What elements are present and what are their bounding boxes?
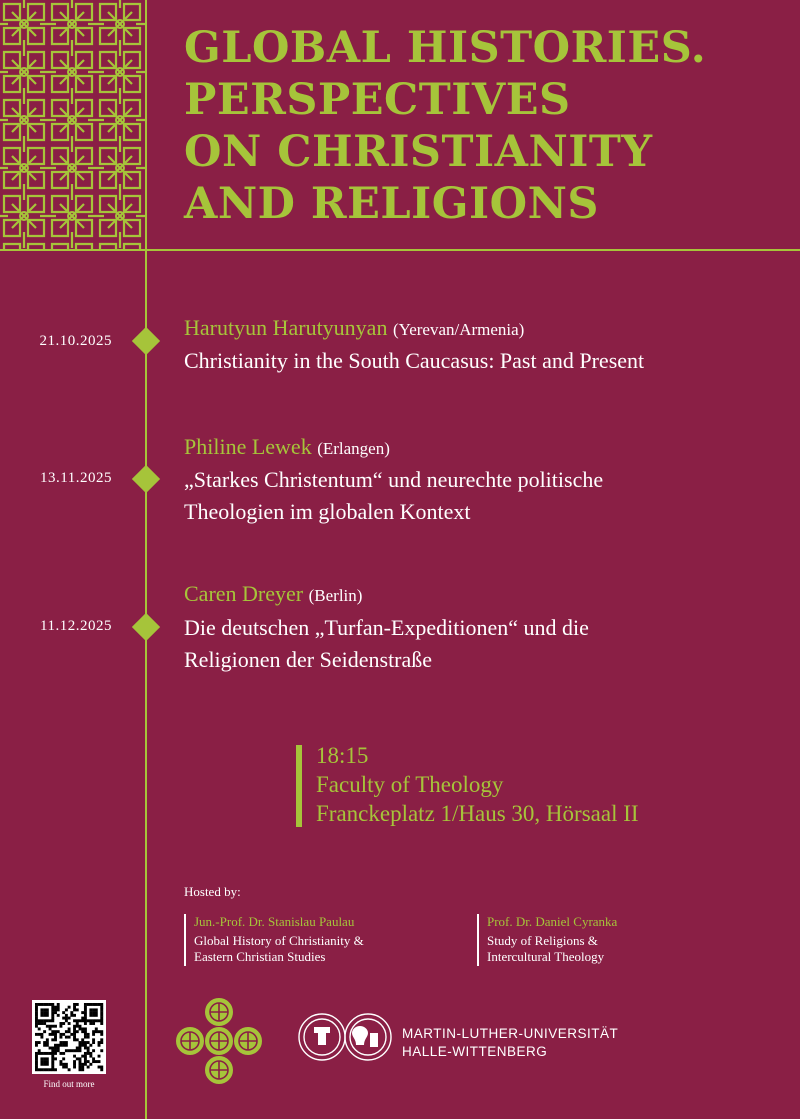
knot-pattern-icon [0,0,145,250]
title-line: GLOBAL HISTORIES. [184,23,707,73]
title-line: ON CHRISTIANITY [184,127,653,177]
speaker-name: Philine Lewek [184,434,312,459]
event-talk-title [184,345,784,377]
venue-faculty: Faculty of Theology [316,772,504,797]
speaker-place: (Erlangen) [317,439,390,458]
venue-info [316,741,639,828]
host-department [487,933,617,965]
qr-label: Find out more [43,1079,95,1089]
event-speaker [184,314,524,344]
header-divider-line [0,249,800,251]
title-line: PERSPECTIVES [184,75,571,125]
speaker-place: (Berlin) [308,586,363,605]
talk-line: Die deutschen „Turfan-Expeditionen“ und die [184,615,589,640]
host-department-line: Intercultural Theology [487,949,605,964]
event-speaker [184,580,362,610]
host-entry [477,914,617,966]
decorative-pattern [0,0,145,250]
timeline-vertical-line [145,0,147,1119]
speaker-name: Caren Dreyer [184,581,304,606]
timeline-diamond-icon [132,327,160,355]
host-department-line: Global History of Christianity & [194,933,364,948]
timeline-diamond-icon [132,465,160,493]
cross-emblem-icon [174,996,264,1086]
poster-title [184,22,794,230]
event-date: 11.12.2025 [40,618,112,634]
talk-line: Theologien im globalen Kontext [184,499,471,524]
venue-address: Franckeplatz 1/Haus 30, Hörsaal II [316,801,639,826]
venue-accent-bar [296,745,302,827]
host-department-line: Study of Religions & [487,933,598,948]
event-speaker [184,433,390,463]
qr-code-icon[interactable] [32,1000,106,1074]
event-date: 13.11.2025 [40,470,112,486]
talk-line: Religionen der Seidenstraße [184,647,433,672]
title-line: AND RELIGIONS [184,179,599,229]
host-name: Prof. Dr. Daniel Cyranka [487,914,618,929]
event-talk-title [184,464,784,528]
host-department-line: Eastern Christian Studies [194,949,326,964]
host-entry [184,914,364,966]
speaker-place: (Yerevan/Armenia) [392,320,525,339]
host-department [194,933,364,965]
qr-code-graphic [32,1000,106,1074]
hosted-by-label: Hosted by: [184,884,241,899]
timeline-diamond-icon [132,613,160,641]
talk-line: Christianity in the South Caucasus: Past and Present [184,348,645,373]
talk-line: „Starkes Christentum“ und neurechte politische [184,467,604,492]
event-date: 21.10.2025 [39,333,112,349]
host-name: Jun.-Prof. Dr. Stanislau Paulau [194,914,355,929]
university-name [402,1025,618,1061]
university-name-line: HALLE-WITTENBERG [402,1044,548,1059]
event-talk-title [184,612,784,676]
speaker-name: Harutyun Harutyunyan [184,315,388,340]
university-seal-icon [298,1011,394,1063]
venue-time: 18:15 [316,743,369,768]
university-name-line: MARTIN-LUTHER-UNIVERSITÄT [402,1026,619,1041]
